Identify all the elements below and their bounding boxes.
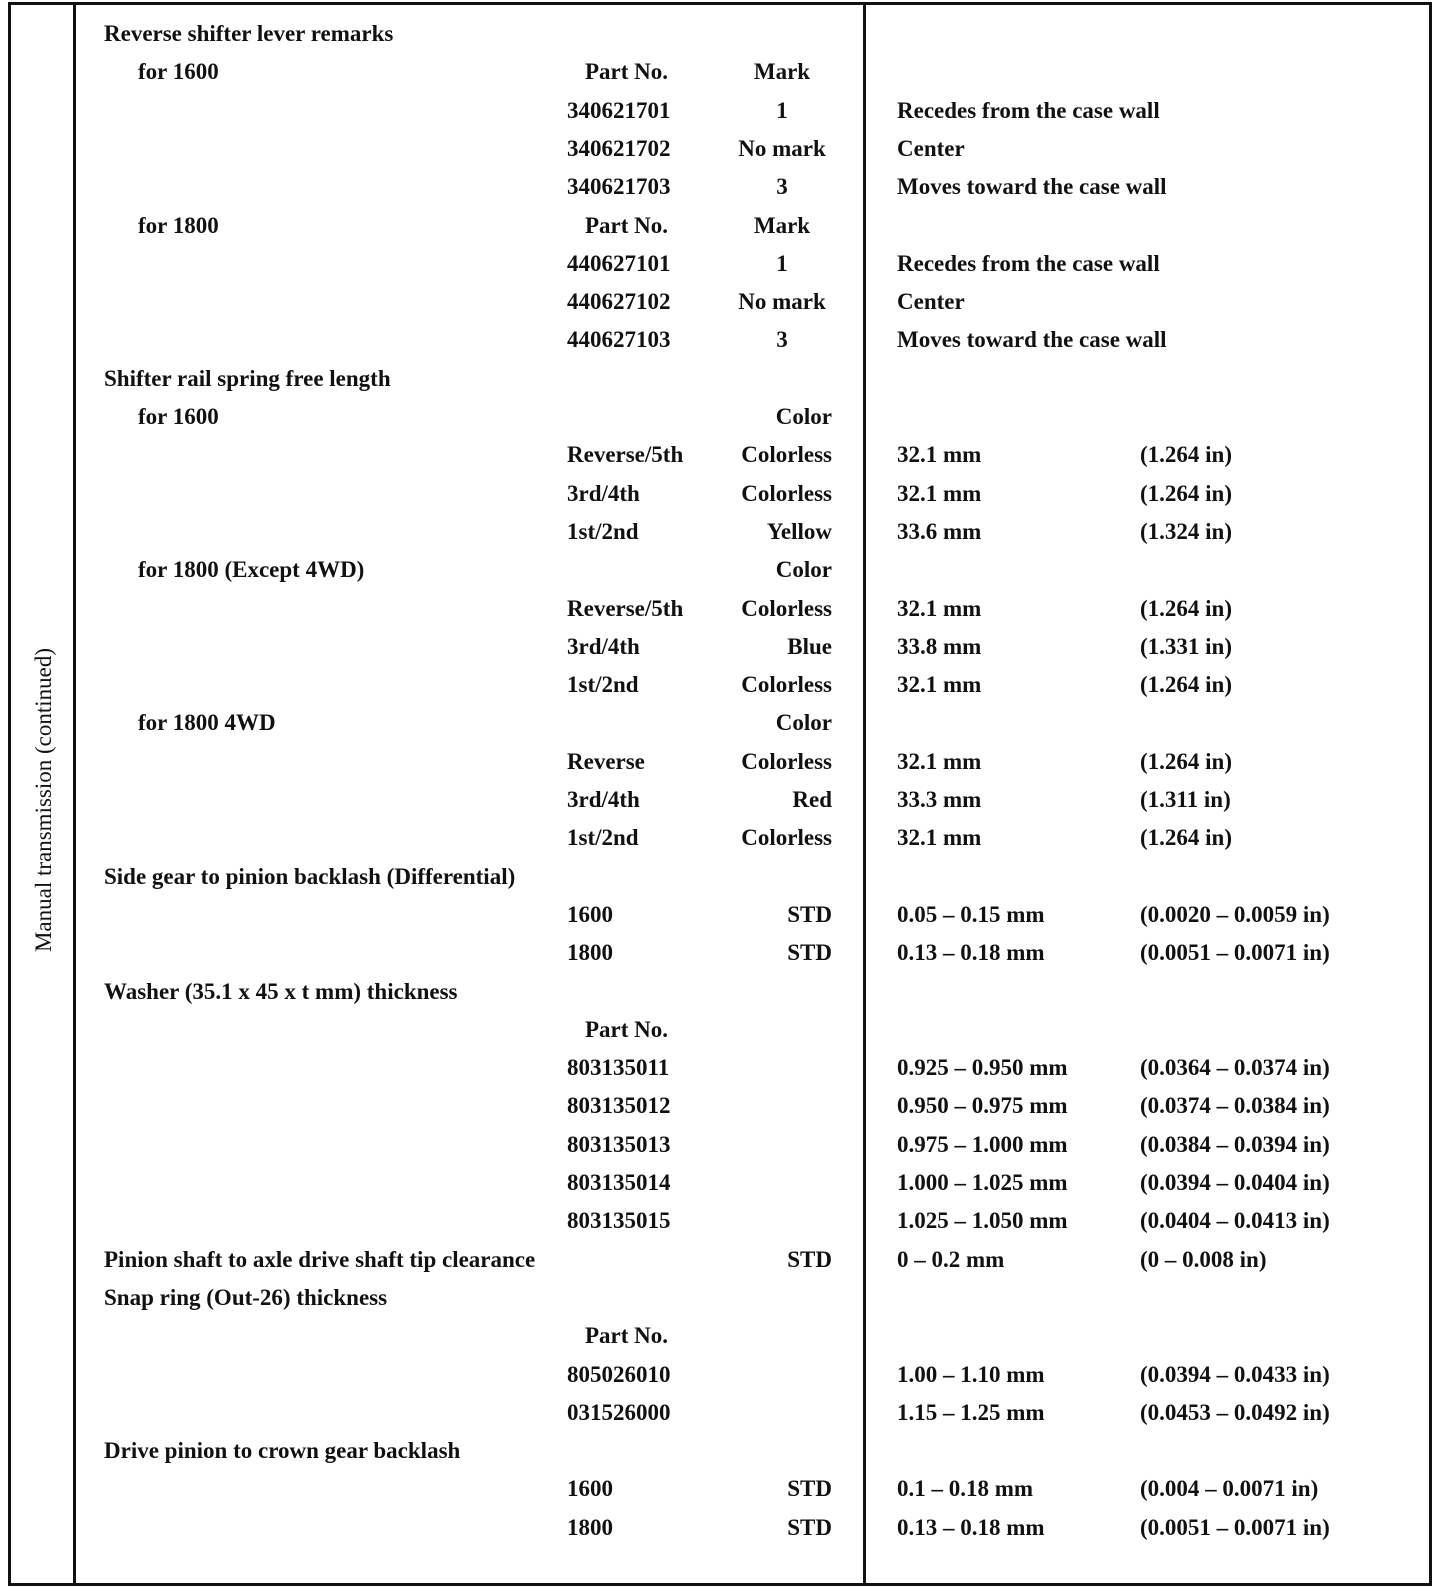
table-row [0, 973, 1456, 1011]
part-or-gear-cell: 1800 [567, 940, 613, 966]
imperial-value-cell: (0.0364 – 0.0374 in) [1140, 1055, 1330, 1081]
table-row [0, 15, 1456, 53]
imperial-value-cell: (1.331 in) [1140, 633, 1232, 659]
part-or-gear-cell: 440627102 [567, 289, 671, 315]
remark-cell: Center [897, 289, 965, 315]
mark-or-color-cell: Colorless [741, 442, 832, 468]
imperial-value-cell: (0 – 0.008 in) [1140, 1246, 1267, 1272]
part-or-gear-cell: Part No. [585, 1016, 669, 1042]
mark-or-color-cell: Colorless [741, 480, 832, 506]
mark-or-color-cell: STD [787, 1246, 832, 1272]
mark-or-color-cell: 1 [776, 97, 788, 123]
part-or-gear-cell: Reverse/5th [567, 595, 684, 621]
table-row [0, 743, 1456, 781]
table-row [0, 1432, 1456, 1470]
metric-value-cell: 0.05 – 0.15 mm [897, 901, 1045, 927]
imperial-value-cell: (1.264 in) [1140, 480, 1232, 506]
row-subheading: for 1800 (Except 4WD) [138, 557, 365, 583]
table-row [0, 1470, 1456, 1508]
table-row [0, 551, 1456, 589]
part-or-gear-cell: 440627103 [567, 327, 671, 353]
imperial-value-cell: (0.0394 – 0.0433 in) [1140, 1361, 1330, 1387]
table-row [0, 628, 1456, 666]
imperial-value-cell: (0.0374 – 0.0384 in) [1140, 1093, 1330, 1119]
part-or-gear-cell: Part No. [585, 59, 669, 85]
imperial-value-cell: (1.264 in) [1140, 595, 1232, 621]
table-row [0, 53, 1456, 91]
imperial-value-cell: (0.0051 – 0.0071 in) [1140, 1514, 1330, 1540]
mark-or-color-cell: Yellow [766, 518, 832, 544]
part-or-gear-cell: 803135011 [567, 1055, 670, 1081]
part-or-gear-cell: 440627101 [567, 250, 671, 276]
metric-value-cell: 0.950 – 0.975 mm [897, 1093, 1068, 1119]
remark-cell: Recedes from the case wall [897, 250, 1160, 276]
table-row [0, 1087, 1456, 1125]
mark-or-color-cell: Colorless [741, 748, 832, 774]
part-or-gear-cell: 1st/2nd [567, 672, 639, 698]
table-row [0, 92, 1456, 130]
remark-cell: Recedes from the case wall [897, 97, 1160, 123]
mark-or-color-cell: STD [787, 1476, 832, 1502]
metric-value-cell: 33.6 mm [897, 518, 982, 544]
part-or-gear-cell: 1600 [567, 901, 613, 927]
table-row [0, 321, 1456, 359]
imperial-value-cell: (1.264 in) [1140, 442, 1232, 468]
metric-value-cell: 32.1 mm [897, 825, 982, 851]
part-or-gear-cell: 3rd/4th [567, 633, 640, 659]
imperial-value-cell: (1.311 in) [1140, 787, 1231, 812]
row-subheading: for 1800 [138, 212, 219, 238]
table-row [0, 398, 1456, 436]
mark-or-color-cell: Mark [753, 59, 811, 85]
part-or-gear-cell: 340621703 [567, 174, 671, 200]
part-or-gear-cell: Reverse [567, 748, 645, 774]
part-or-gear-cell: 803135014 [567, 1170, 671, 1195]
table-row [0, 360, 1456, 398]
part-or-gear-cell: 1600 [567, 1476, 613, 1502]
row-subheading: for 1800 4WD [138, 710, 276, 736]
part-or-gear-cell: 1st/2nd [567, 518, 639, 544]
table-row [0, 666, 1456, 704]
part-or-gear-cell: 803135012 [567, 1093, 671, 1119]
table-row [0, 1394, 1456, 1432]
metric-value-cell: 33.3 mm [897, 787, 982, 812]
part-or-gear-cell: 805026010 [567, 1361, 671, 1387]
table-row [0, 1356, 1456, 1394]
metric-value-cell: 0.13 – 0.18 mm [897, 940, 1045, 966]
table-row [0, 1279, 1456, 1317]
table-row [0, 245, 1456, 283]
table-row [0, 1241, 1456, 1279]
mark-or-color-cell: Colorless [741, 825, 832, 851]
table-row [0, 1317, 1456, 1355]
metric-value-cell: 32.1 mm [897, 672, 982, 698]
table-row [0, 130, 1456, 168]
mark-or-color-cell: Colorless [741, 595, 832, 621]
part-or-gear-cell: Part No. [585, 212, 669, 238]
part-or-gear-cell: 340621701 [567, 97, 671, 123]
imperial-value-cell: (0.0020 – 0.0059 in) [1140, 901, 1330, 927]
table-row [0, 704, 1456, 742]
mark-or-color-cell: STD [787, 940, 832, 966]
mark-or-color-cell: 1 [776, 250, 788, 276]
part-or-gear-cell: 031526000 [567, 1399, 671, 1425]
metric-value-cell: 0 – 0.2 mm [897, 1246, 1005, 1272]
part-or-gear-cell: 803135013 [567, 1131, 671, 1157]
part-or-gear-cell: 803135015 [567, 1208, 671, 1234]
section-label-text: Manual transmission (continued) [31, 647, 56, 953]
imperial-value-cell: (1.264 in) [1140, 672, 1232, 698]
table-row [0, 590, 1456, 628]
metric-value-cell: 1.00 – 1.10 mm [897, 1361, 1045, 1387]
part-or-gear-cell: 1st/2nd [567, 825, 639, 851]
imperial-value-cell: (1.264 in) [1140, 748, 1232, 774]
table-row [0, 1126, 1456, 1164]
metric-value-cell: 33.8 mm [897, 633, 982, 659]
mark-or-color-cell: Colorless [741, 672, 832, 698]
imperial-value-cell: (0.0051 – 0.0071 in) [1140, 940, 1330, 966]
table-row [0, 819, 1456, 857]
table-row [0, 1011, 1456, 1049]
mark-or-color-cell: 3 [776, 327, 788, 353]
part-or-gear-cell: 3rd/4th [567, 787, 640, 812]
metric-value-cell: 0.1 – 0.18 mm [897, 1476, 1034, 1502]
row-heading: Washer (35.1 x 45 x t mm) thickness [104, 978, 458, 1004]
imperial-value-cell: (1.264 in) [1140, 825, 1232, 851]
mark-or-color-cell: Mark [753, 212, 811, 238]
part-or-gear-cell: 340621702 [567, 135, 671, 161]
part-or-gear-cell: 3rd/4th [567, 480, 640, 506]
table-row [0, 168, 1456, 206]
row-heading: Drive pinion to crown gear backlash [104, 1438, 461, 1464]
metric-value-cell: 32.1 mm [897, 595, 982, 621]
mark-or-color-cell: No mark [738, 135, 826, 161]
table-row [0, 1202, 1456, 1240]
part-or-gear-cell: 1800 [567, 1514, 613, 1540]
table-row [0, 1049, 1456, 1087]
part-or-gear-cell: Part No. [585, 1323, 669, 1349]
mark-or-color-cell: Color [775, 710, 832, 736]
mark-or-color-cell: Blue [787, 633, 832, 659]
mark-or-color-cell: Color [775, 557, 832, 583]
table-row [0, 1509, 1456, 1547]
mark-or-color-cell: Red [792, 787, 832, 812]
table-row [0, 896, 1456, 934]
imperial-value-cell: (0.0453 – 0.0492 in) [1140, 1399, 1330, 1425]
metric-value-cell: 32.1 mm [897, 748, 982, 774]
metric-value-cell: 1.15 – 1.25 mm [897, 1399, 1045, 1425]
imperial-value-cell: (0.0404 – 0.0413 in) [1140, 1208, 1330, 1234]
table-row [0, 781, 1456, 819]
remark-cell: Center [897, 135, 965, 161]
row-heading: Shifter rail spring free length [104, 365, 391, 391]
mark-or-color-cell: Color [775, 404, 832, 429]
metric-value-cell: 0.13 – 0.18 mm [897, 1514, 1045, 1540]
row-heading: Snap ring (Out-26) thickness [104, 1284, 388, 1310]
metric-value-cell: 1.000 – 1.025 mm [897, 1170, 1068, 1195]
mark-or-color-cell: No mark [738, 289, 826, 315]
table-row [0, 475, 1456, 513]
table-row [0, 436, 1456, 474]
imperial-value-cell: (0.0394 – 0.0404 in) [1140, 1170, 1330, 1195]
remark-cell: Moves toward the case wall [897, 327, 1167, 353]
metric-value-cell: 0.975 – 1.000 mm [897, 1131, 1068, 1157]
mark-or-color-cell: STD [787, 1514, 832, 1540]
row-heading: Side gear to pinion backlash (Differential) [104, 863, 516, 889]
table-row [0, 283, 1456, 321]
table-row [0, 934, 1456, 972]
table-row [0, 858, 1456, 896]
metric-value-cell: 1.025 – 1.050 mm [897, 1208, 1068, 1234]
metric-value-cell: 32.1 mm [897, 480, 982, 506]
part-or-gear-cell: Reverse/5th [567, 442, 684, 468]
table-row [0, 513, 1456, 551]
row-subheading: for 1600 [138, 404, 219, 429]
mark-or-color-cell: 3 [776, 174, 788, 200]
metric-value-cell: 0.925 – 0.950 mm [897, 1055, 1068, 1081]
remark-cell: Moves toward the case wall [897, 174, 1167, 200]
row-heading: Pinion shaft to axle drive shaft tip clearance [104, 1246, 536, 1272]
imperial-value-cell: (0.004 – 0.0071 in) [1140, 1476, 1319, 1502]
table-row [0, 1164, 1456, 1202]
row-subheading: for 1600 [138, 59, 219, 85]
imperial-value-cell: (1.324 in) [1140, 518, 1232, 544]
table-row [0, 207, 1456, 245]
row-heading: Reverse shifter lever remarks [104, 21, 394, 46]
mark-or-color-cell: STD [787, 901, 832, 927]
metric-value-cell: 32.1 mm [897, 442, 982, 468]
imperial-value-cell: (0.0384 – 0.0394 in) [1140, 1131, 1330, 1157]
